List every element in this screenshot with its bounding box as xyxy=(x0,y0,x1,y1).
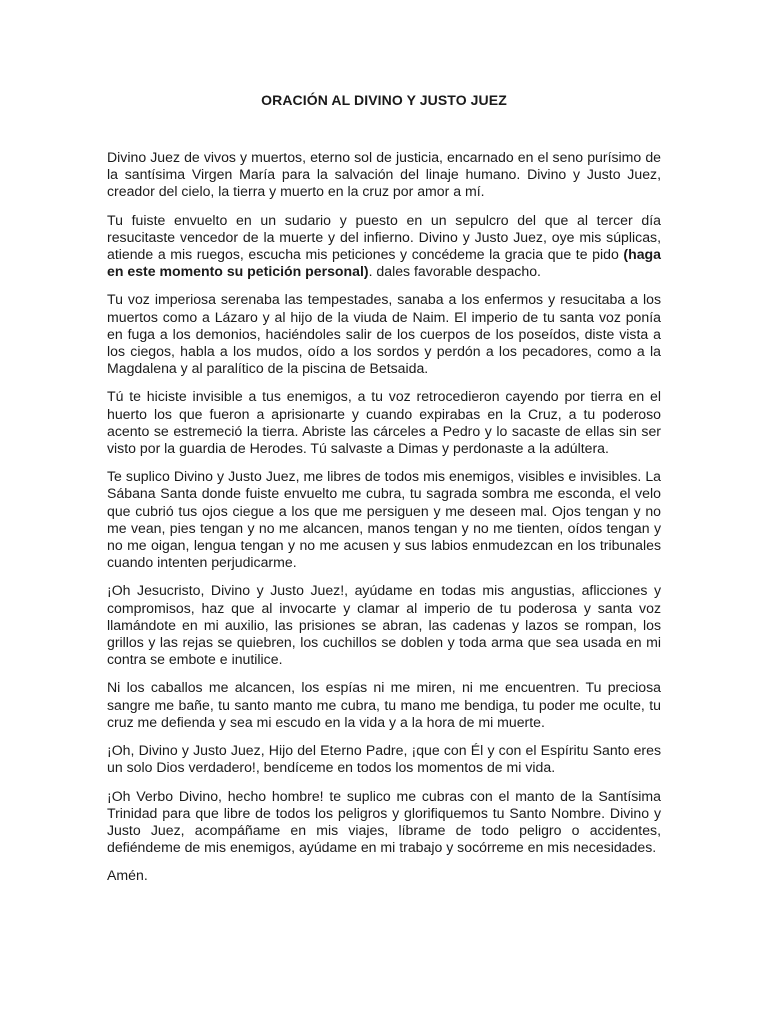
paragraph-2-ending: . dales favorable despacho. xyxy=(368,263,541,280)
document-title: ORACIÓN AL DIVINO Y JUSTO JUEZ xyxy=(261,92,507,108)
paragraph-7: Ni los caballos me alcancen, los espías ni me miren, ni me encuentren. Tu preciosa sangre me bañe, tu santo manto me cubra, tu mano me bendiga, tu poder me oculte, tu cruz me defienda y sea mi escudo en la vida y a la hora de mi muerte. xyxy=(107,679,661,730)
paragraph-1: Divino Juez de vivos y muertos, eterno sol de justicia, encarnado en el seno purísimo de la santísima Virgen María para la salvación del linaje humano. Divino y Justo Juez, creador del cielo, la tierra y muerto en la cruz por amor a mí. xyxy=(107,149,661,200)
paragraph-8: ¡Oh, Divino y Justo Juez, Hijo del Eterno Padre, ¡que con Él y con el Espíritu Santo eres un solo Dios verdadero!, bendíceme en todos los momentos de mi vida. xyxy=(107,742,661,776)
paragraph-6: ¡Oh Jesucristo, Divino y Justo Juez!, ayúdame en todas mis angustias, aflicciones y compromisos, haz que al invocarte y clamar al imperio de tu poderosa y santa voz llamándote en mi auxilio, las prisiones se abran, las cadenas y lazos se rompan, los grillos y las rejas se quiebren, los cuchillos se doblen y toda arma que sea usada en mi contra se embote e inutilice. xyxy=(107,582,661,668)
paragraph-2 xyxy=(107,212,661,281)
paragraph-3: Tu voz imperiosa serenaba las tempestades, sanaba a los enfermos y resucitaba a los muertos como a Lázaro y al hijo de la viuda de Naim. El imperio de tu santa voz ponía en fuga a los demonios, haciéndoles salir de los cuerpos de los poseídos, diste vista a los ciegos, habla a los mudos, oído a los sordos y perdón a los pecadores, como a la Magdalena y al paralítico de la piscina de Betsaida. xyxy=(107,291,661,377)
petition-instruction: (haga en este momento su petición personal) xyxy=(107,246,661,280)
closing-amen: Amén. xyxy=(107,867,148,884)
paragraph-9: ¡Oh Verbo Divino, hecho hombre! te suplico me cubras con el manto de la Santísima Trinidad para que libre de todos los peligros y glorifiquemos tu Santo Nombre. Divino y Justo Juez, acompáñame en mis viajes, líbrame de todo peligro o accidentes, defiéndeme de mis enemigos, ayúdame en mi trabajo y socórreme en mis necesidades. xyxy=(107,787,661,856)
document-page xyxy=(107,92,661,896)
paragraph-2-text: Tu fuiste envuelto en un sudario y puesto en un sepulcro del que al tercer día resucitaste vencedor de la muerte y del infierno. Divino y Justo Juez, oye mis súplicas, atiende a mis ruegos, escucha mis peticiones y concédeme la gracia que te pido xyxy=(107,211,661,263)
paragraph-4: Tú te hiciste invisible a tus enemigos, a tu voz retrocedieron cayendo por tierra en el huerto los que fueron a aprisionarte y cuando expirabas en la Cruz, a tu poderoso acento se estremeció la tierra. Abriste las cárceles a Pedro y lo sacaste de ellas sin ser visto por la guardia de Herodes. Tú salvaste a Dimas y perdonaste a la adúltera. xyxy=(107,388,661,457)
paragraph-5: Te suplico Divino y Justo Juez, me libres de todos mis enemigos, visibles e invisibles. La Sábana Santa donde fuiste envuelto me cubra, tu sagrada sombra me esconda, el velo que cubrió tus ojos ciegue a los que me persiguen y me deseen mal. Ojos tengan y no me vean, pies tengan y no me alcancen, manos tengan y no me tienten, oídos tengan y no me oigan, lengua tengan y no me acusen y sus labios enmudezcan en los tribunales cuando intenten perjudicarme. xyxy=(107,468,661,571)
